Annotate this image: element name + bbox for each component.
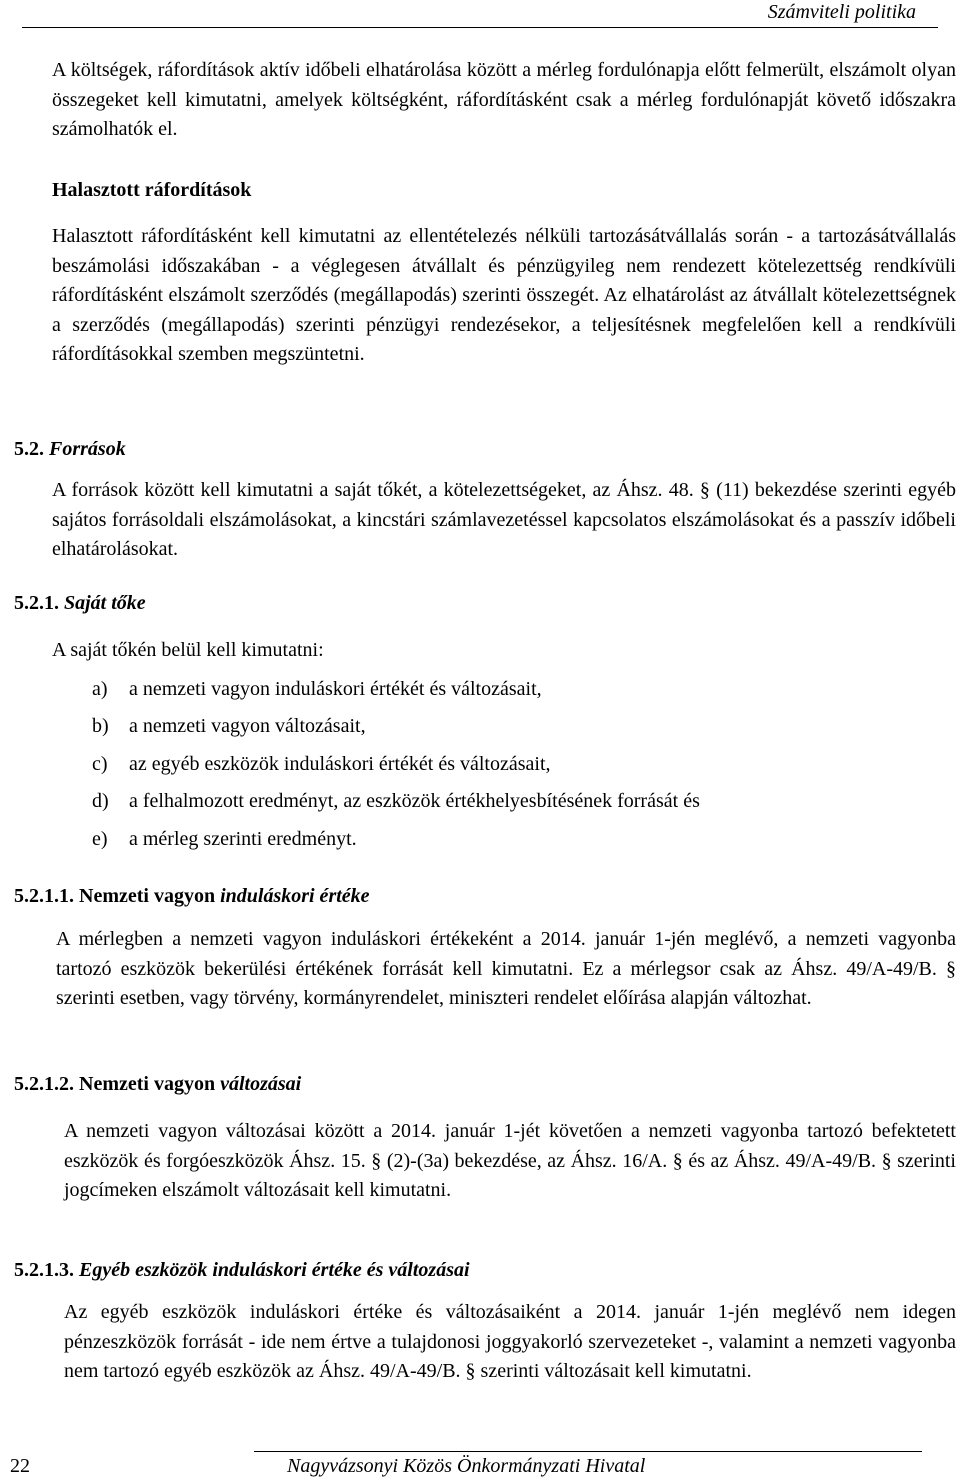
heading-5-2-title: Források <box>49 438 126 460</box>
list-marker: b) <box>92 715 109 737</box>
nemzeti-vagyon-valtozasai-paragraph: A nemzeti vagyon változásai között a 2014. január 1-jét követően a nemzeti vagyonba tartozó befektetett eszközök és forgóeszközök Áhsz. 15. § (2)-(3a) bekezdése, az Áhsz. 16/A. § és az Áhsz. 49/A-49/B. § szerinti jogcímeken elszámolt változásait kell kimutatni. <box>64 1120 956 1201</box>
list-text: a nemzeti vagyon változásait, <box>129 715 366 737</box>
list-item <box>92 675 542 703</box>
heading-5-2 <box>14 435 126 464</box>
page-header <box>0 0 960 30</box>
list-marker: d) <box>92 790 109 812</box>
heading-halasztott-title: Halasztott ráfordítások <box>52 179 252 201</box>
list-item <box>92 750 551 778</box>
list-text: a mérleg szerinti eredményt. <box>129 828 357 850</box>
list-item <box>92 712 366 740</box>
list-item <box>92 787 700 815</box>
heading-5-2-1-1-number: 5.2.1.1. <box>14 885 74 907</box>
heading-5-2-1-2-title-italic: változásai <box>220 1073 302 1095</box>
heading-5-2-1-1 <box>14 882 370 911</box>
sajat-toke-intro: A saját tőkén belül kell kimutatni: <box>52 639 324 661</box>
list-text: az egyéb eszközök induláskori értékét és változásait, <box>129 753 551 775</box>
heading-5-2-1-2-title-plain: Nemzeti vagyon <box>79 1073 216 1095</box>
heading-5-2-1-3 <box>14 1256 470 1285</box>
forrasok-paragraph: A források között kell kimutatni a saját tőkét, a kötelezettségeket, az Áhsz. 48. § (11) bekezdése szerinti egyéb sajátos forrásoldali elszámolásokat, a kincstári számlavezetéssel kapcsolatos elszámolásokat és a passzív időbeli elhatárolásokat. <box>52 479 956 560</box>
heading-5-2-1-3-number: 5.2.1.3. <box>14 1259 74 1281</box>
heading-halasztott <box>52 176 251 205</box>
heading-5-2-1-1-title-italic: induláskori értéke <box>220 885 370 907</box>
heading-5-2-1-title: Saját tőke <box>64 592 146 614</box>
nemzeti-vagyon-induloskori-paragraph: A mérlegben a nemzeti vagyon induláskori értékeként a 2014. január 1-jén meglévő, a nemzeti vagyonba tartozó eszközök bekerülési értékének forrását kell kimutatni. Ez a mérlegsor csak az Áhsz. 49/A-49/B. § szerinti esetben, vagy törvény, kormányrendelet, miniszteri rendelet előírása alapján változhat. <box>56 928 956 1009</box>
header-divider <box>22 27 938 28</box>
heading-5-2-1-number: 5.2.1. <box>14 592 59 614</box>
list-text: a felhalmozott eredményt, az eszközök értékhelyesbítésének forrását és <box>129 790 700 812</box>
heading-5-2-1-3-title-italic: Egyéb eszközök induláskori értéke és változásai <box>79 1259 470 1281</box>
heading-5-2-1-1-title-plain: Nemzeti vagyon <box>79 885 216 907</box>
list-text: a nemzeti vagyon induláskori értékét és változásait, <box>129 678 542 700</box>
list-item <box>92 825 357 853</box>
egyeb-eszkozok-paragraph: Az egyéb eszközök induláskori értéke és változásaiként a 2014. január 1-jén meglévő nem idegen pénzeszközök forrását - ide nem értve a tulajdonosi joggyakorló szervezeteket -, valamint a nemzeti vagyonba nem tartozó egyéb eszközök az Áhsz. 49/A-49/B. § szerinti változásait kell kimutatni. <box>64 1301 956 1382</box>
footer-divider <box>254 1451 922 1452</box>
list-marker: a) <box>92 678 108 700</box>
heading-5-2-number: 5.2. <box>14 438 44 460</box>
halasztott-paragraph: Halasztott ráfordításként kell kimutatni az ellentételezés nélküli tartozásátvállalás során - a tartozásátvállalás beszámolási időszakában - a véglegesen átvállalt és pénzügyileg nem rendezett kötelezettség rendkívüli ráfordításként elszámolt szerződés (megállapodás) szerinti összegét. Az elhatárolást az átvállalt kötelezettségnek a szerződés (megállapodás) szerinti pénzügyi rendezésekor, a teljesítésnek megfelelően kell a rendkívüli ráfordításokkal szemben megszüntetni. <box>52 225 956 365</box>
page-number: 22 <box>10 1455 30 1477</box>
heading-5-2-1-2-number: 5.2.1.2. <box>14 1073 74 1095</box>
heading-5-2-1-2 <box>14 1070 301 1099</box>
heading-5-2-1 <box>14 589 146 618</box>
header-title: Számviteli politika <box>767 1 916 23</box>
footer-organization: Nagyvázsonyi Közös Önkormányzati Hivatal <box>287 1455 646 1477</box>
list-marker: c) <box>92 753 108 775</box>
list-marker: e) <box>92 828 108 850</box>
intro-paragraph: A költségek, ráfordítások aktív időbeli elhatárolása között a mérleg fordulónapja előtt felmerült, elszámolt olyan összegeket kell kimutatni, amelyek költségként, ráfordításként csak a mérleg fordulónapját követő időszakra számolhatók el. <box>52 59 956 140</box>
